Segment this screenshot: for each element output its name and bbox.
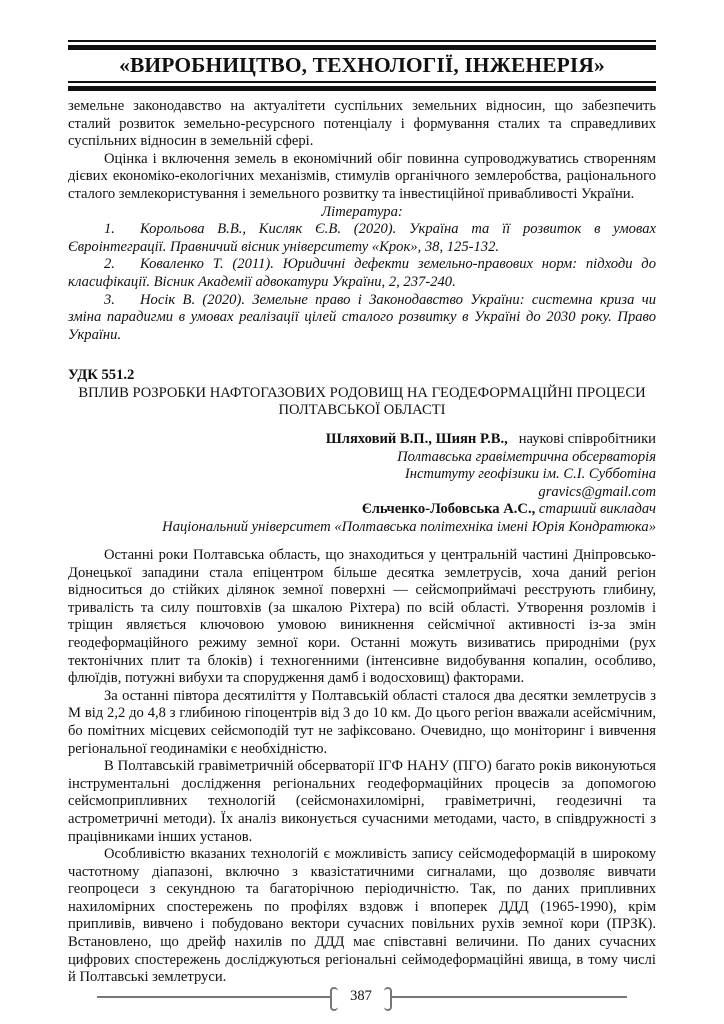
author-affiliation: Інституту геофізики ім. С.І. Субботіна — [404, 466, 656, 483]
header-bottom-rule — [68, 81, 656, 91]
author-names: Єльченко-Лобовська А.С., — [361, 501, 536, 518]
reference-number: 3. — [104, 291, 115, 308]
article-title-line1: ВПЛИВ РОЗРОБКИ НАФТОГАЗОВИХ РОДОВИЩ НА ГЕОДЕФОРМАЦІЙНІ ПРОЦЕСИ — [78, 384, 646, 401]
page-number: 387 — [350, 988, 372, 1004]
footer-rule-right — [392, 996, 627, 998]
author-block — [68, 431, 656, 537]
reference-item — [68, 221, 656, 256]
paragraph: Останні роки Полтавська область, що знаходиться у центральній частині Дніпровсько-Донецької западини стала епіцентром більше десятка землетрусів, хоча даний регіон відноситься до стійких ділянок земної поверхні — сейсмоприймачі реєструють глибину, тривалість та силу поштовхів (за шкалою Ріхтера) по всій області. Утворення розломів і тріщин являється ключовою умовою виникнення сейсмічної активності із-за змін геодеформаційного режиму земної кори. Останні можуть визиватись природніми (рух тектонічних плит та блоків) і техногенними (інтенсивне видобування копалин, особливо, флюїдів, потужні вибухи та спорудження дамб і водосховищ) факторами. — [68, 547, 656, 687]
author-affiliation: Національний університет «Полтавська політехніка імені Юрія Кондратюка» — [162, 518, 656, 535]
journal-title: «ВИРОБНИЦТВО, ТЕХНОЛОГІЇ, ІНЖЕНЕРІЯ» — [119, 53, 605, 77]
paragraph: За останні півтора десятиліття у Полтавській області сталося два десятки землетрусів з М від 2,2 до 4,8 з глибиною гіпоцентрів від 3 до 10 км. До цього регіон вважали асейсмічним, бо помітних місцевих сейсмоподій тут не зафіксовано. Очевидно, що моніторинг і вивчення регіональної геодинаміки є необхідністю. — [68, 687, 656, 757]
reference-text: Корольова В.В., Кисляк Є.В. (2020). Україна та її розвиток в умовах Євроінтеграції. Правничий вісник університету «Крок», 38, 125-132. — [68, 221, 656, 255]
article-title-line2: ПОЛТАВСЬКОЇ ОБЛАСТІ — [278, 402, 446, 419]
reference-item — [68, 256, 656, 291]
author-email: gravics@gmail.com — [538, 483, 656, 500]
article-body — [68, 547, 656, 987]
author-line-2 — [68, 501, 656, 519]
paragraph: Особливістю вказаних технологій є можливість запису сейсмодеформацій в широкому частотному діапазоні, включно з квазістатичними сигналами, що дозволяє вивчати геопроцеси з секундною та багаторічною періодичністю. Так, по даних припливних нахиломірних спостережень по профілях вздовж і впоперек ДДД (1965-1990), крім припливів, вивчено і побудовано вектори сучасних повільних рухів земної кори (ПРЗК). Встановлено, що дрейф нахилів по ДДД має співставні величини. По даних сучасних цифрових спостережень досліджуються регіональні сеймодеформаційні явища, в тому числі й Полтавські землетруси. — [68, 846, 656, 986]
footer-rule-left — [97, 996, 330, 998]
paragraph: Оцінка і включення земель в економічний обіг повинна супроводжуватись створенням дієвих економіко-екологічних механізмів, стимулів органічного землеробства, раціонального сталого землекористування і земельного розвитку та інвестиційної привабливості України. — [68, 150, 656, 202]
reference-item — [68, 292, 656, 345]
udk-code: УДК 551.2 — [68, 367, 135, 383]
author-role: старший викладач — [538, 501, 656, 518]
previous-article-ending — [68, 98, 656, 344]
article-heading — [68, 367, 656, 420]
page-footer — [97, 985, 627, 1009]
running-header — [68, 40, 656, 91]
reference-number: 2. — [104, 256, 115, 273]
paragraph: В Полтавській гравіметричній обсерваторії ІГФ НАНУ (ПГО) багато років виконуються інструментальні дослідження регіональних геодеформаційних процесів за допомогою сейсмоприпливних технологій (сейсмонахиломірні, гравіметричні, геодезичні та астрометричні методи). Їх аналіз виконується сучасними методами, часто, в співдружності з працівниками інших установ. — [68, 758, 656, 845]
reference-text: Коваленко Т. (2011). Юридичні дефекти земельно-правових норм: підходи до класифікації. Вісник Академії адвокатури України, 2, 237-240. — [68, 256, 656, 290]
reference-text: Носік В. (2020). Земельне право і Законодавство України: системна криза чи зміна парадигми в умовах реалізації цілей сталого розвитку в Україні до 2030 року. Право України. — [68, 291, 656, 343]
reference-number: 1. — [104, 221, 115, 238]
author-line-1 — [68, 431, 656, 449]
literature-heading: Література: — [321, 203, 403, 220]
paragraph: земельне законодавство на актуалітети суспільних земельних відносин, що забезпечить сталий розвиток земельно-ресурсного потенціалу і формування сталих та справедливих суспільних відносин в земельній сфері. — [68, 98, 656, 150]
author-role: наукові співробітники — [518, 431, 656, 447]
author-names: Шляховий В.П., Шиян Р.В., — [325, 431, 508, 447]
right-brace-icon — [384, 987, 392, 1011]
header-top-rule — [68, 40, 656, 50]
author-affiliation: Полтавська гравіметрична обсерваторія — [397, 448, 656, 465]
